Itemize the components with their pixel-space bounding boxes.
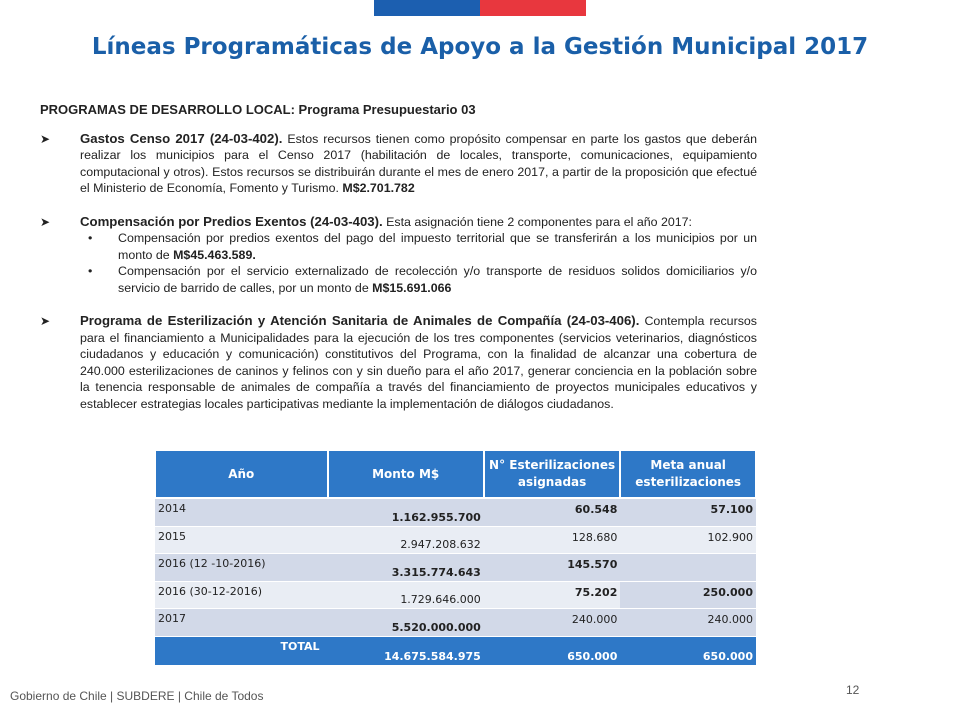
item-text: Estos recursos tienen como propósito compensar en parte los gastos que deberán realizar los municipios para el Censo 2017 (habilitación de locales, transporte, comunicaciones, equipamiento computacional y otros). Estos recursos se distribuirán durante el mes de enero 2017, a partir de la proposición que efectué el Ministerio de Economía, Fomento y Turismo. [80,131,757,195]
bullet-dot-icon: • [88,231,93,245]
table-row [155,554,756,582]
cell-amount: 1.162.955.700 [328,498,484,526]
section-heading: PROGRAMAS DE DESARROLLO LOCAL: Programa Presupuestario 03 [40,102,476,117]
flag-stripe-blue [374,0,480,16]
table-row [155,609,756,637]
sub-bullet-amount: M$15.691.066 [372,280,452,295]
cell-assigned: 240.000 [484,609,621,637]
cell-total-label: TOTAL [155,636,328,666]
header-cell-esterilizaciones: N° Esterilizaciones asignadas [484,450,621,498]
arrow-bullet-icon: ➤ [40,314,51,328]
arrow-bullet-icon: ➤ [40,214,51,229]
cell-year: 2017 [155,609,328,637]
cell-amount: 5.520.000.000 [328,609,484,637]
page-title: Líneas Programáticas de Apoyo a la Gestión Municipal 2017 [91,34,869,60]
sub-bullet-amount: M$45.463.589. [173,247,256,262]
flag-stripe-red [480,0,586,16]
cell-total-goal: 650.000 [620,636,756,666]
sub-bullet-text: Compensación por predios exentos del pago del impuesto territorial que se transferirán a los municipios por un monto de [118,231,757,262]
header-cell-ano: Año [155,450,328,498]
table-total-row [155,636,756,666]
cell-amount: 3.315.774.643 [328,554,484,582]
bullet-dot-icon: • [88,264,93,278]
cell-year: 2016 (12 -10-2016) [155,554,328,582]
content-body [40,102,757,429]
sub-bullet [40,263,757,296]
arrow-bullet-icon: ➤ [40,131,51,146]
cell-year: 2016 (30-12-2016) [155,581,328,609]
cell-goal: 250.000 [620,581,756,609]
cell-year: 2014 [155,498,328,526]
table-header-row [155,450,756,498]
table-row [155,498,756,526]
header-cell-meta: Meta anual esterilizaciones [620,450,756,498]
item-lead: Programa de Esterilización y Atención Sanitaria de Animales de Compañía (24-03-406). [80,313,640,328]
item-amount: M$2.701.782 [342,181,415,195]
item-predios-exentos [40,214,757,297]
cell-goal: 240.000 [620,609,756,637]
sub-bullet [40,230,757,263]
cell-amount: 2.947.208.632 [328,526,484,554]
item-lead: Gastos Censo 2017 (24-03-402). [80,130,283,146]
cell-goal: 57.100 [620,498,756,526]
cell-total-amount: 14.675.584.975 [328,636,484,666]
header-cell-monto: Monto M$ [328,450,484,498]
cell-assigned: 60.548 [484,498,621,526]
item-lead: Compensación por Predios Exentos (24-03-403). [80,213,383,229]
cell-goal: 102.900 [620,526,756,554]
cell-total-assigned: 650.000 [484,636,621,666]
item-text: Contempla recursos para el financiamiento a Municipalidades para la ejecución de los tres componentes (servicios veterinarios, diagnósticos ciudadanos y educación y comunicación) constitutivos del Programa, con la finalidad de alcanzar una cobertura de 240.000 esterilizaciones de caninos y felinos con y sin dueño para el año 2017, generar conciencia en la población sobre la tenencia responsable de animales de compañía a través del financiamiento de proyectos municipales educativos y establecer estrategias locales participativas mediante la implementación de diálogos ciudadanos. [80,314,757,411]
sub-bullet-text: Compensación por el servicio externalizado de recolección y/o transporte de residuos solidos domiciliarios y/o servicio de barrido de calles, por un monto de [118,264,757,295]
cell-year: 2015 [155,526,328,554]
cell-assigned: 128.680 [484,526,621,554]
table-row [155,526,756,554]
table-row [155,581,756,609]
cell-assigned: 145.570 [484,554,621,582]
cell-assigned: 75.202 [484,581,621,609]
cell-amount: 1.729.646.000 [328,581,484,609]
cell-goal [620,554,756,582]
page-number: 12 [846,683,860,697]
item-gastos-censo [40,131,757,197]
item-esterilizacion [40,313,757,412]
item-text: Esta asignación tiene 2 componentes para el año 2017: [382,214,692,229]
esterilizaciones-table [154,449,757,666]
footer-text: Gobierno de Chile | SUBDERE | Chile de Todos [10,689,264,703]
